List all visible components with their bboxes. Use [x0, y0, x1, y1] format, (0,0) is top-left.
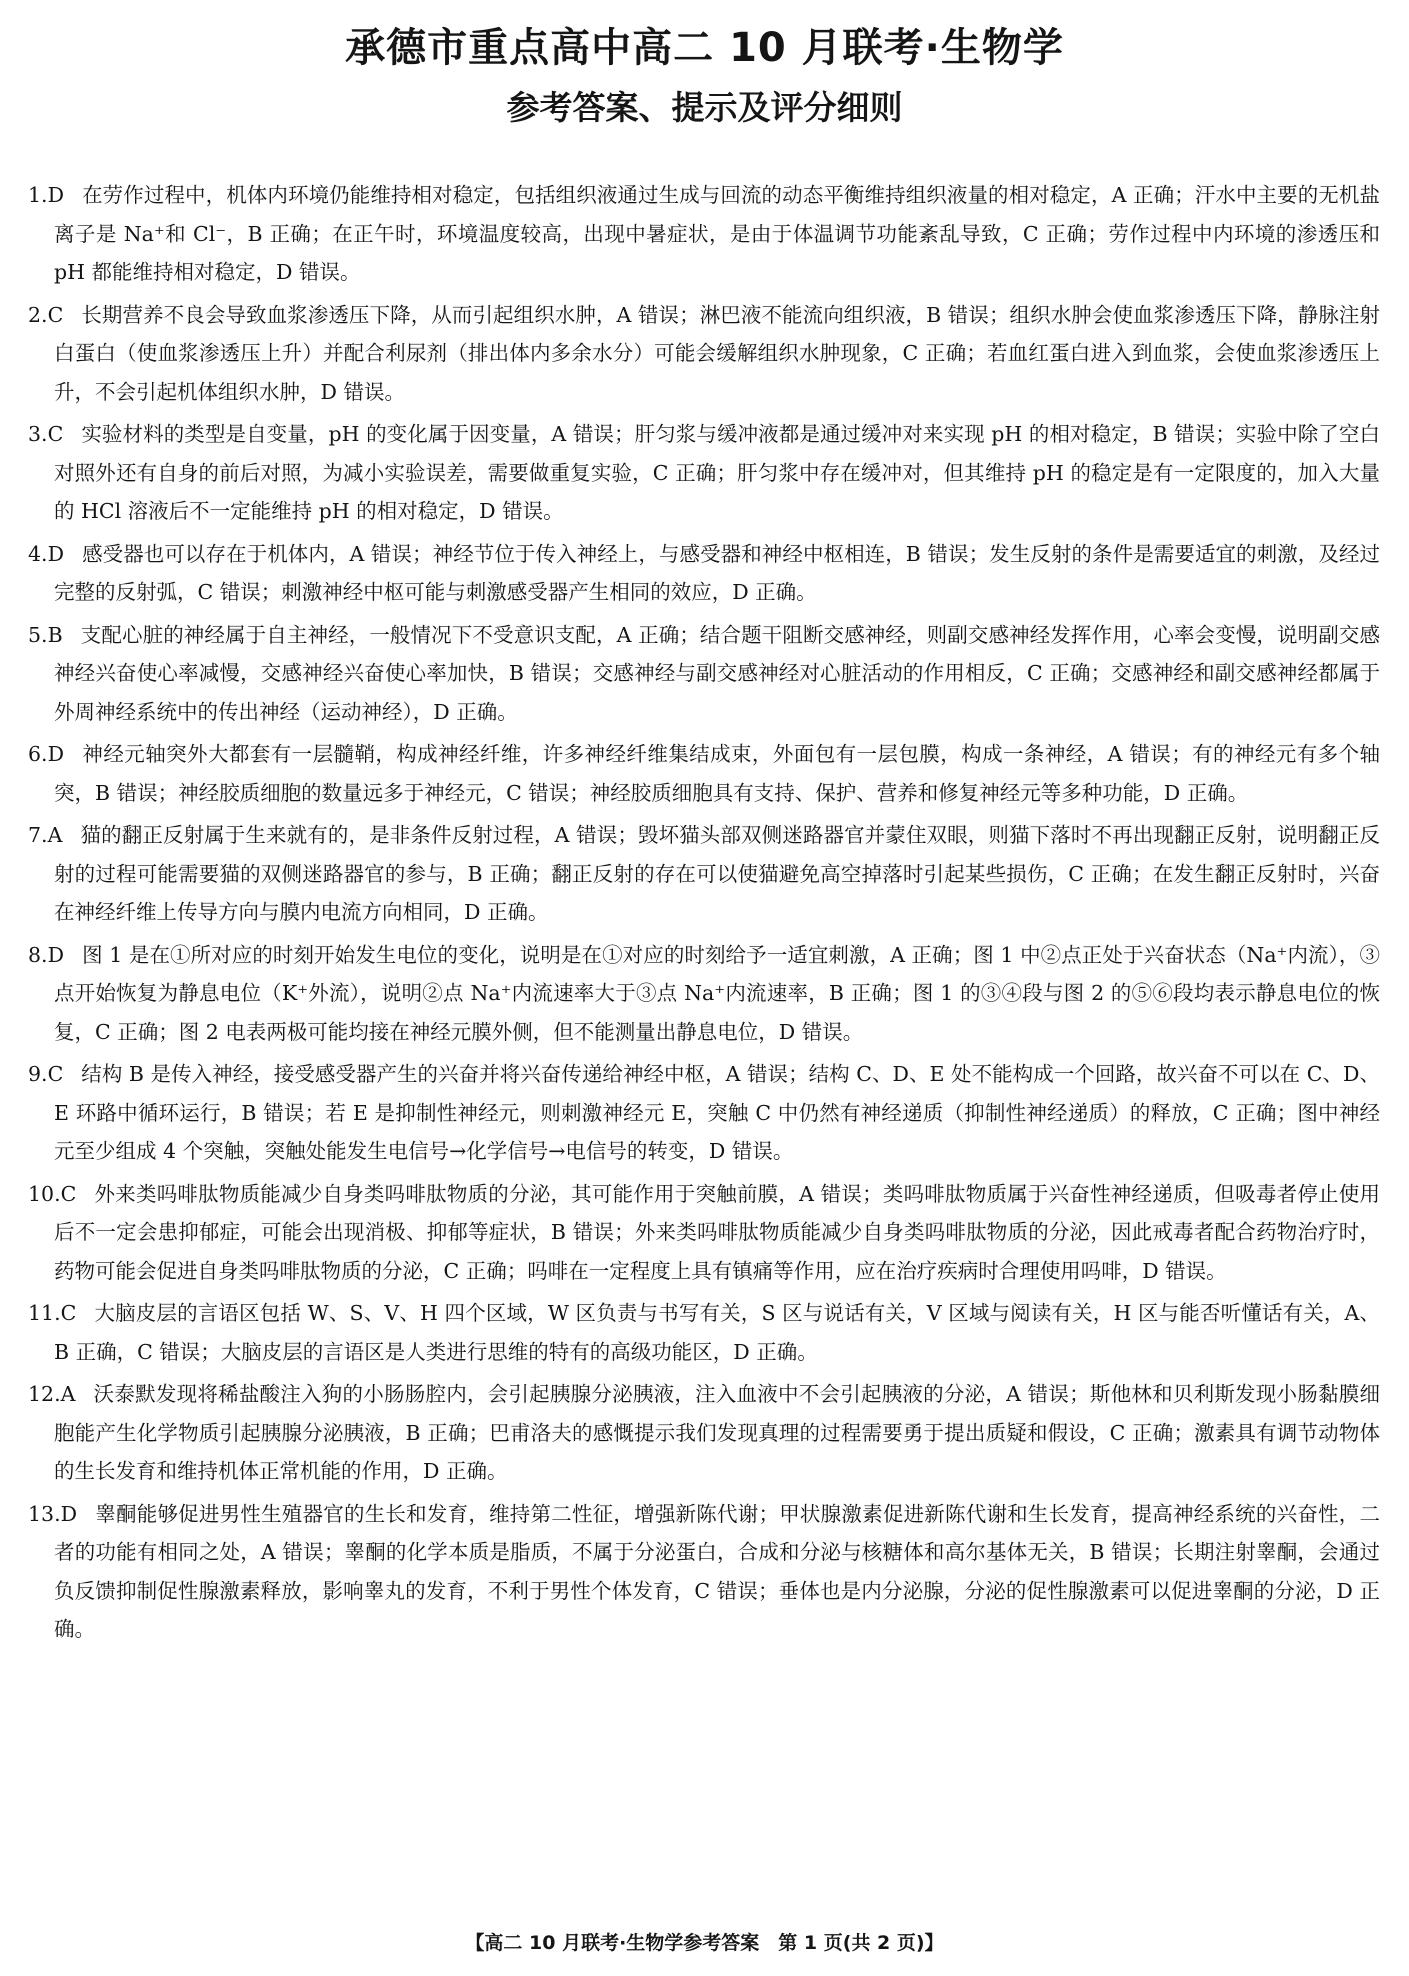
explanation-text: 实验材料的类型是自变量，pH 的变化属于因变量，A 错误；肝匀浆与缓冲液都是通过缓冲对来实现 pH 的相对稳定，B 错误；实验中除了空白对照外还有自身的前后对照，为减小实验误差，需要做重复实验，C 正确；肝匀浆中存在缓冲对，但其维持 pH 的稳定是有一定限度的，加入大量的 HCl 溶液后不一定能维持 pH 的相对稳定，D 错误。: [54, 422, 1380, 523]
question-number: 9.: [28, 1062, 48, 1086]
question-number: 2.: [28, 302, 48, 327]
answer-letter: C: [60, 1301, 77, 1325]
explanation-text: 支配心脏的神经属于自主神经，一般情况下不受意识支配，A 正确；结合题干阻断交感神经，则副交感神经发挥作用，心率会变慢，说明副交感神经兴奋使心率减慢，交感神经兴奋使心率加快，B 错误；交感神经与副交感神经对心脏活动的作用相反，C 正确；交感神经和副交感神经都属于外周神经系统中的传出神经（运动神经），D 正确。: [54, 622, 1380, 724]
question-number: 7.: [28, 823, 48, 847]
answer-item: [28, 535, 1380, 612]
question-number: 10.: [28, 1181, 61, 1206]
question-number: 5.: [28, 622, 48, 647]
answer-item: [28, 936, 1380, 1052]
answer-item: [28, 296, 1380, 412]
answer-list: [28, 176, 1380, 1653]
question-number: 6.: [28, 742, 48, 766]
page-title: 承德市重点高中高二 10 月联考·生物学: [345, 25, 1064, 71]
explanation-text: 感受器也可以存在于机体内，A 错误；神经节位于传入神经上，与感受器和神经中枢相连，B 错误；发生反射的条件是需要适宜的刺激，及经过完整的反射弧，C 错误；刺激神经中枢可能与刺激感受器产生相同的效应，D 正确。: [54, 541, 1380, 604]
question-number: 13.: [28, 1501, 61, 1526]
page-subtitle: 参考答案、提示及评分细则: [506, 88, 903, 127]
question-number: 3.: [28, 422, 48, 446]
explanation-text: 沃泰默发现将稀盐酸注入狗的小肠肠腔内，会引起胰腺分泌胰液，注入血液中不会引起胰液的分泌，A 错误；斯他林和贝利斯发现小肠黏膜细胞能产生化学物质引起胰腺分泌胰液，B 正确；巴甫洛夫的感慨提示我们发现真理的过程需要勇于提出质疑和假设，C 正确；激素具有调节动物体的生长发育和维持机体正常机能的作用，D 正确。: [54, 1382, 1380, 1483]
explanation-text: 长期营养不良会导致血浆渗透压下降，从而引起组织水肿，A 错误；淋巴液不能流向组织液，B 错误；组织水肿会使血浆渗透压下降，静脉注射白蛋白（使血浆渗透压上升）并配合利尿剂（排出体内多余水分）可能会缓解组织水肿现象，C 正确；若血红蛋白进入到血浆，会使血浆渗透压上升，不会引起机体组织水肿，D 错误。: [54, 302, 1380, 404]
answer-letter: C: [60, 1181, 77, 1206]
explanation-text: 图 1 是在①所对应的时刻开始发生电位的变化，说明是在①对应的时刻给予一适宜刺激，A 正确；图 1 中②点正处于兴奋状态（Na⁺内流），③点开始恢复为静息电位（K⁺外流），说明②点 Na⁺内流速率大于③点 Na⁺内流速率，B 正确；图 1 的③④段与图 2 的⑤⑥段均表示静息电位的恢复，C 正确；图 2 电表两极可能均接在神经元膜外侧，但不能测量出静息电位，D 错误。: [54, 942, 1380, 1044]
answer-item: [28, 1175, 1380, 1291]
question-number: 4.: [28, 541, 48, 566]
explanation-text: 大脑皮层的言语区包括 W、S、V、H 四个区域，W 区负责与书写有关，S 区与说话有关，V 区域与阅读有关，H 区与能否听懂话有关，A、B 正确，C 错误；大脑皮层的言语区是人类进行思维的特有的高级功能区，D 正确。: [54, 1301, 1380, 1364]
explanation-text: 神经元轴突外大都套有一层髓鞘，构成神经纤维，许多神经纤维集结成束，外面包有一层包膜，构成一条神经，A 错误；有的神经元有多个轴突，B 错误；神经胶质细胞的数量远多于神经元，C 错误；神经胶质细胞具有支持、保护、营养和修复神经元等多种功能，D 正确。: [54, 742, 1380, 805]
question-number: 1.: [28, 183, 48, 207]
answer-item: [28, 1375, 1380, 1491]
explanation-text: 结构 B 是传入神经，接受感受器产生的兴奋并将兴奋传递给神经中枢，A 错误；结构 C、D、E 处不能构成一个回路，故兴奋不可以在 C、D、E 环路中循环运行，B 错误；若 E 是抑制性神经元，则刺激神经元 E，突触 C 中仍然有神经递质（抑制性神经递质）的释放，C 正确；图中神经元至少组成 4 个突触，突触处能发生电信号→化学信号→电信号的转变，D 错误。: [54, 1062, 1380, 1163]
answer-letter: A: [47, 823, 63, 847]
question-number: 11.: [28, 1301, 61, 1325]
answer-item: [28, 1495, 1380, 1649]
answer-item: [28, 1294, 1380, 1371]
answer-item: [28, 816, 1380, 932]
answer-item: [28, 176, 1380, 292]
answer-letter: D: [60, 1501, 78, 1526]
answer-letter: A: [60, 1382, 76, 1406]
question-number: 12.: [28, 1382, 61, 1406]
answer-item: [28, 1055, 1380, 1171]
answer-letter: B: [47, 622, 63, 647]
page-footer: 【高二 10 月联考·生物学参考答案 第 1 页(共 2 页)】: [465, 1932, 944, 1954]
answer-letter: C: [47, 302, 64, 327]
answer-letter: D: [47, 541, 64, 566]
answer-letter: D: [47, 742, 64, 766]
explanation-text: 外来类吗啡肽物质能减少自身类吗啡肽物质的分泌，其可能作用于突触前膜，A 错误；类吗啡肽物质属于兴奋性神经递质，但吸毒者停止使用后不一定会患抑郁症，可能会出现消极、抑郁等症状，B 错误；外来类吗啡肽物质能减少自身类吗啡肽物质的分泌，因此戒毒者配合药物治疗时，药物可能会促进自身类吗啡肽物质的分泌，C 正确；吗啡在一定程度上具有镇痛等作用，应在治疗疾病时合理使用吗啡，D 错误。: [54, 1181, 1380, 1283]
answer-item: [28, 616, 1380, 732]
answer-item: [28, 735, 1380, 812]
answer-item: [28, 415, 1380, 531]
answer-letter: D: [47, 183, 64, 207]
explanation-text: 在劳作过程中，机体内环境仍能维持相对稳定，包括组织液通过生成与回流的动态平衡维持组织液量的相对稳定，A 正确；汗水中主要的无机盐离子是 Na⁺和 Cl⁻，B 正确；在正午时，环境温度较高，出现中暑症状，是由于体温调节功能紊乱导致，C 正确；劳作过程中内环境的渗透压和 pH 都能维持相对稳定，D 错误。: [54, 183, 1380, 284]
answer-letter: C: [47, 1062, 64, 1086]
answer-letter: D: [47, 942, 64, 967]
explanation-text: 睾酮能够促进男性生殖器官的生长和发育，维持第二性征，增强新陈代谢；甲状腺激素促进新陈代谢和生长发育，提高神经系统的兴奋性，二者的功能有相同之处，A 错误；睾酮的化学本质是脂质，不属于分泌蛋白，合成和分泌与核糖体和高尔基体无关，B 错误；长期注射睾酮，会通过负反馈抑制促性腺激素释放，影响睾丸的发育，不利于男性个体发育，C 错误；垂体也是内分泌腺，分泌的促性腺激素可以促进睾酮的分泌，D 正确。: [54, 1501, 1380, 1641]
explanation-text: 猫的翻正反射属于生来就有的，是非条件反射过程，A 错误；毁坏猫头部双侧迷路器官并蒙住双眼，则猫下落时不再出现翻正反射，说明翻正反射的过程可能需要猫的双侧迷路器官的参与，B 正确；翻正反射的存在可以使猫避免高空掉落时引起某些损伤，C 正确；在发生翻正反射时，兴奋在神经纤维上传导方向与膜内电流方向相同，D 正确。: [54, 823, 1380, 924]
answer-letter: C: [47, 422, 64, 446]
question-number: 8.: [28, 942, 48, 967]
